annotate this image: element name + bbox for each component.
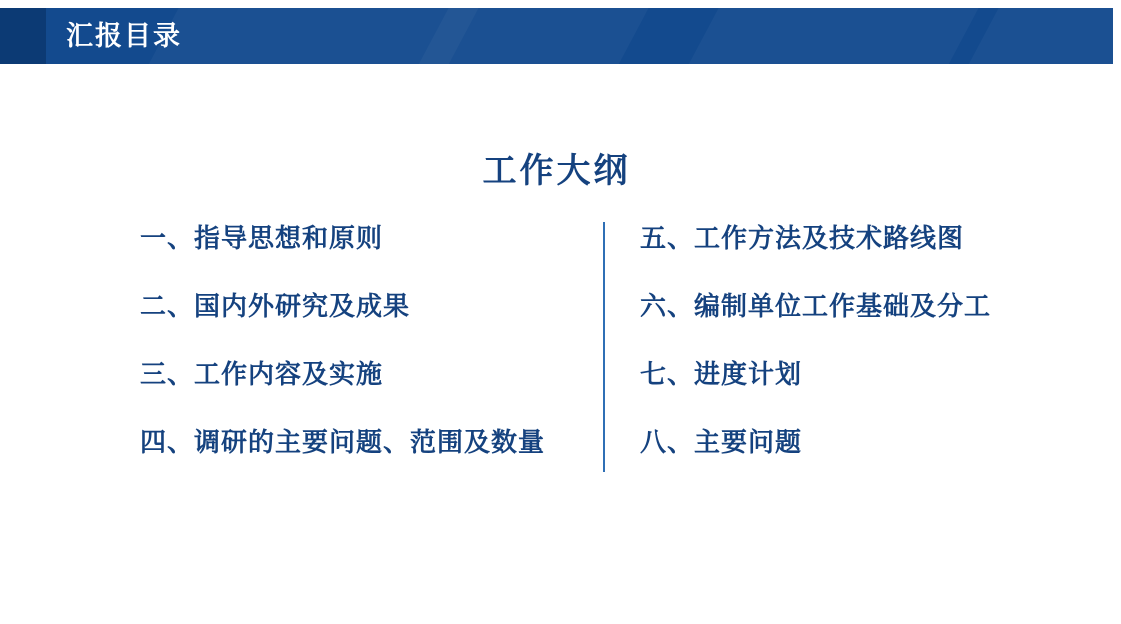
header-title: 汇报目录 [66,21,182,51]
list-item[interactable]: 七、进度计划 [640,359,803,389]
header-sheen-stripe [665,8,994,64]
outline-list [140,218,1020,483]
outline-left-column [140,218,600,490]
list-item[interactable]: 五、工作方法及技术路线图 [640,223,965,253]
header-accent-block [0,8,46,64]
list-item[interactable]: 一、指导思想和原则 [140,223,384,253]
list-item[interactable]: 三、工作内容及实施 [140,359,384,389]
list-item[interactable]: 六、编制单位工作基础及分工 [640,291,992,321]
list-item[interactable]: 四、调研的主要问题、范围及数量 [140,427,546,457]
list-item[interactable]: 二、国内外研究及成果 [140,291,411,321]
page-title: 工作大纲 [482,152,631,190]
top-margin-strip [0,0,1121,8]
outline-right-column [640,218,1100,490]
right-margin-strip [1113,0,1121,624]
list-item[interactable]: 八、主要问题 [640,427,803,457]
column-divider [603,222,605,472]
